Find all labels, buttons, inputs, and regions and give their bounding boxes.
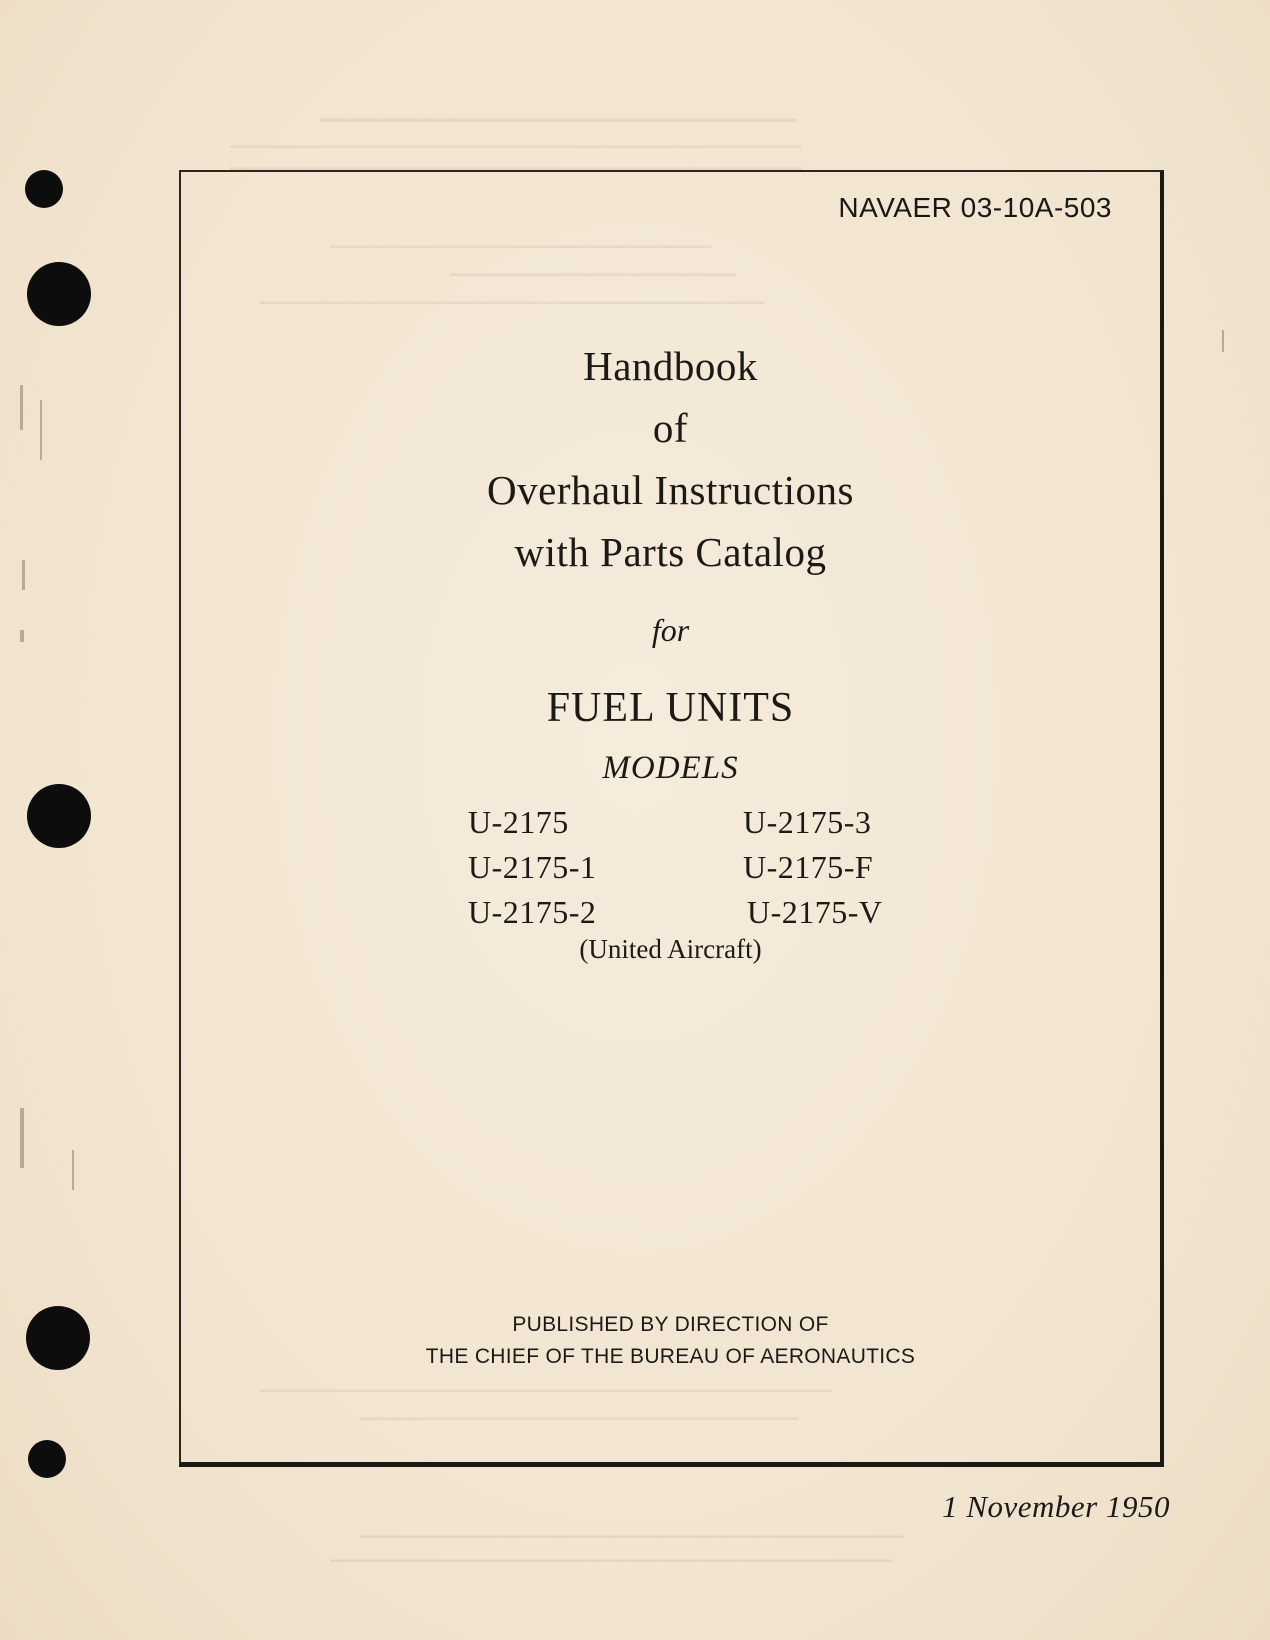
model-number: U-2175-1 [468,849,597,885]
model-number: U-2175-3 [743,804,872,840]
bleed-through-mark: ━━━━━━━━━━━━━━━━━━━━━━━━━━━━━━━━━━━━━━━━━━━━━━━━━━━━━━━━━━━━ [260,1383,832,1400]
binder-hole [27,262,91,326]
bleed-through-mark: ━━━━━━━━━━━━━━━━━━━━━━━━━━━━━━━━━━━━━━━━━━━━━━━━━━━━━━━━━━━ [330,1553,893,1570]
document-number: NAVAER 03-10A-503 [838,192,1112,223]
for-text: for [651,612,690,648]
title-line: of [652,405,689,451]
manufacturer: (United Aircraft) [579,934,762,964]
bleed-through-mark: ━━━━━━━━━━━━━━━━━━━━━━━━━━━━━━━━━━━━━━━━━━━━━━━━━━━━━ [260,295,766,312]
model-number: U-2175-2 [468,894,597,930]
bleed-through-mark: ━━━━━━━━━━━━━━━━━━━━━━━━━━━━━━━━━━━━━━━━━━━━━━━━━━━━━━━━━━━━ [230,139,802,156]
title-line: Overhaul Instructions [487,467,854,513]
bleed-through-mark: ━━━━━━━━━━━━━━━━━━━━━━━━━━━━━━━━━━━━━━ [320,110,797,132]
publisher-statement [181,1309,1160,1373]
title-line: with Parts Catalog [514,529,827,575]
binder-hole [26,1306,90,1370]
model-number: U-2175-V [747,894,883,930]
bleed-through-mark: ━━━━━━━━━━━━━━━━━━━━━━━━━━━━━━━━━━━━━━━━━━━━━━━━━━━━━━━━━ [360,1529,904,1546]
subject-heading: FUEL UNITS [546,685,795,731]
paper-speck [20,385,23,430]
binder-hole [25,170,63,208]
models-heading: MODELS [602,750,739,786]
bleed-through-mark: ━━━━━━━━━━━━━━━━━━━━━━━━━━━━━━━━━━━━━━━━━━━━━━━━━━━━━━━━━━━━ [230,161,802,178]
binder-hole [28,1440,66,1478]
model-number: U-2175-F [743,849,874,885]
paper-speck [40,400,42,460]
paper-speck [20,630,24,642]
bleed-through-mark: ━━━━━━━━━━━━━━━━━━━━━━━━━━━━━━━━━━━━━━━━ [330,239,712,256]
paper-speck [20,1108,24,1168]
paper-speck [22,560,25,590]
title-block [181,335,1160,583]
bleed-through-mark: ━━━━━━━━━━━━━━━━━━━━━━━━━━━━━━━━━━━━━━━━━━━━━━ [360,1411,799,1428]
model-number: U-2175 [468,804,569,840]
bleed-through-mark: ━━━━━━━━━━━━━━━━━━━━━━━━━━━━━━ [450,267,736,284]
publisher-line: THE CHIEF OF THE BUREAU OF AERONAUTICS [425,1345,916,1368]
paper-speck [72,1150,74,1190]
cover-frame [179,170,1164,1467]
publisher-line: PUBLISHED BY DIRECTION OF [512,1313,829,1336]
paper-speck [1222,330,1224,352]
binder-hole [27,784,91,848]
title-line: Handbook [583,343,758,389]
publication-date: 1 November 1950 [942,1489,1170,1524]
